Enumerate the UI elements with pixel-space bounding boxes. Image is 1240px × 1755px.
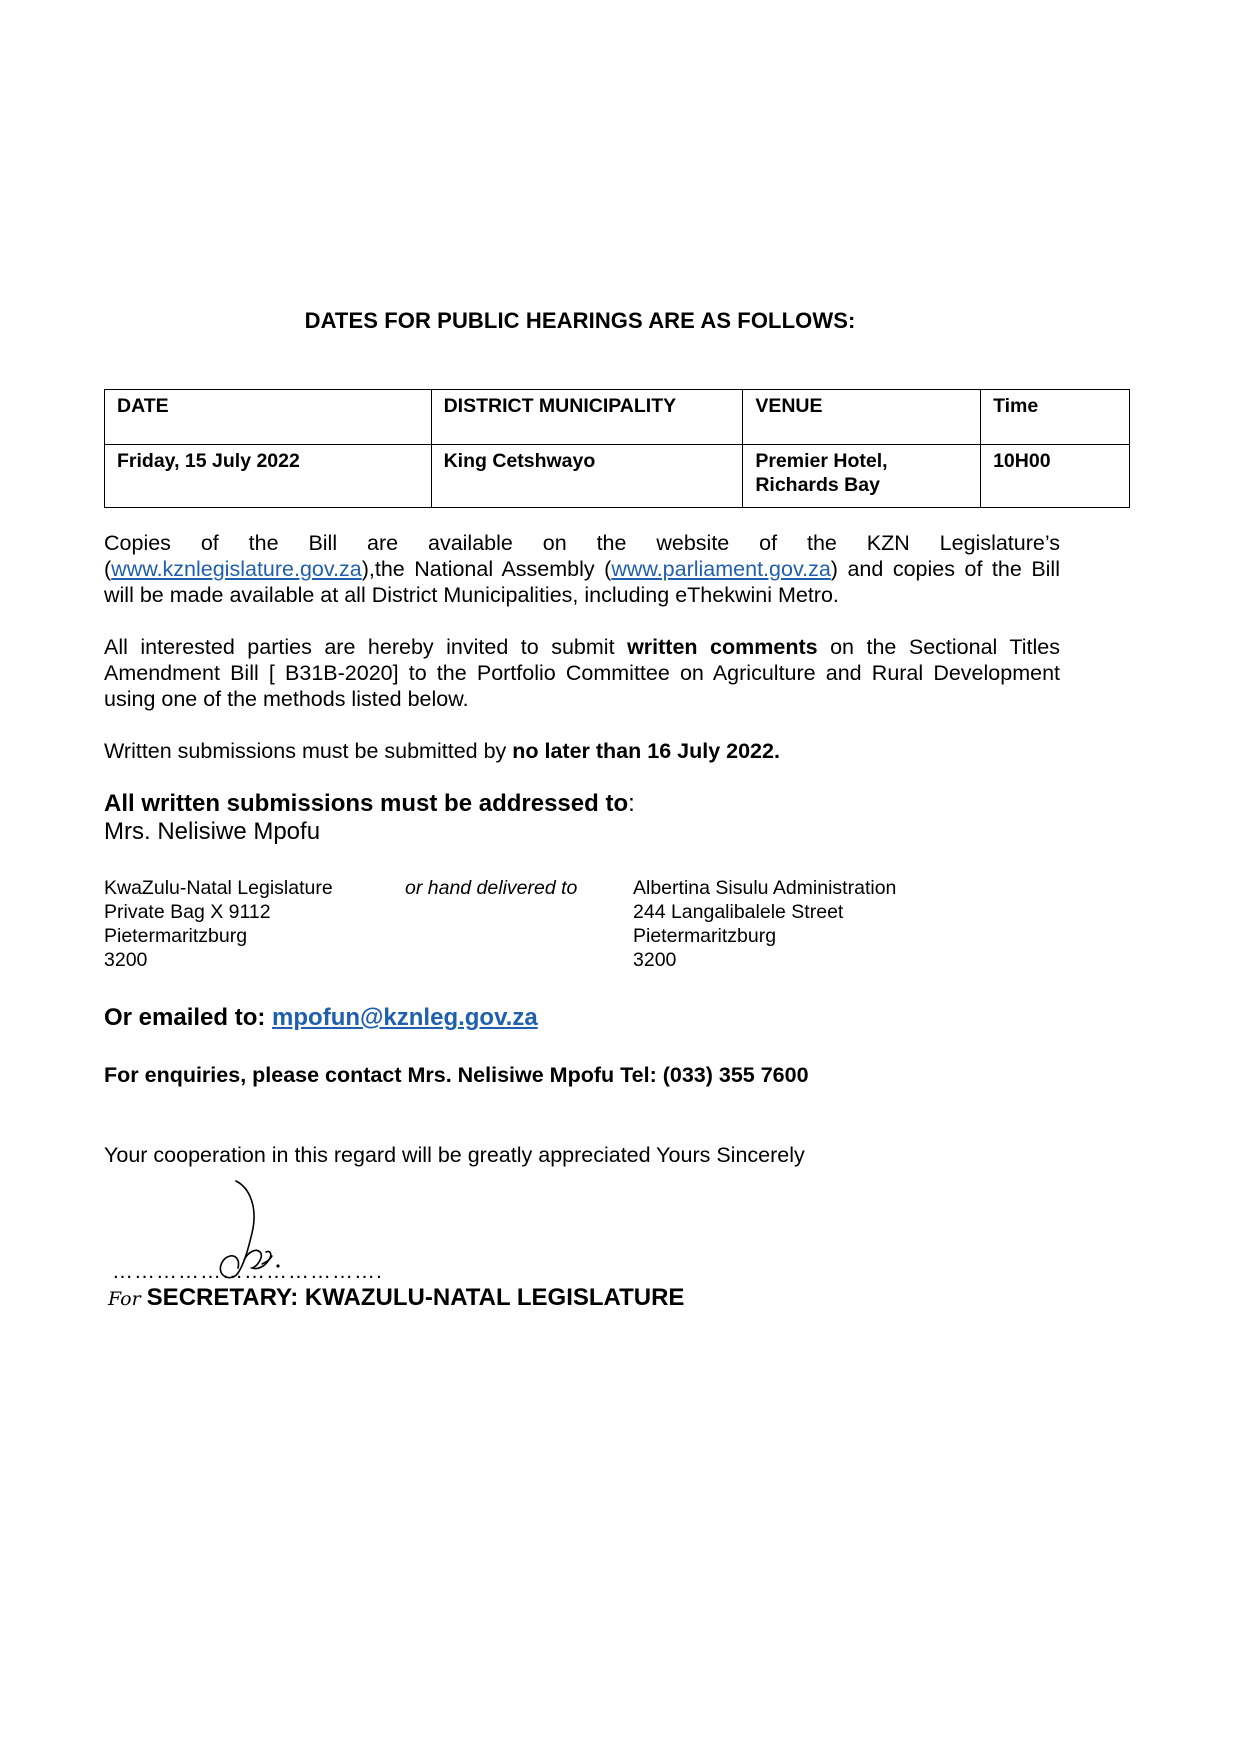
- email-link[interactable]: mpofun@kznleg.gov.za: [272, 1004, 538, 1031]
- postal-line: Private Bag X 9112: [104, 901, 271, 923]
- parliament-link[interactable]: www.parliament.gov.za: [611, 557, 831, 581]
- enquiries-line: For enquiries, please contact Mrs. Nelisiwe Mpofu Tel: (033) 355 7600: [104, 1063, 809, 1087]
- hearings-table: [104, 389, 1130, 508]
- header-time: Time: [981, 390, 1130, 445]
- table-header-row: [105, 390, 1130, 445]
- postal-line: 3200: [104, 949, 148, 971]
- physical-address: [633, 876, 896, 972]
- cell-venue: [743, 445, 981, 508]
- deadline-paragraph: [104, 738, 1060, 764]
- physical-line: 3200: [633, 949, 677, 971]
- closing-line: Your cooperation in this regard will be greatly appreciated Yours Sincerely: [104, 1143, 805, 1167]
- email-label: Or emailed to: [104, 1004, 258, 1031]
- venue-line-2: Richards Bay: [755, 474, 880, 496]
- postal-address: [104, 876, 333, 972]
- email-colon: :: [257, 1004, 273, 1031]
- invite-bold: written comments: [627, 635, 818, 659]
- postal-line: Pietermaritzburg: [104, 925, 248, 947]
- cell-district: King Cetshwayo: [431, 445, 743, 508]
- address-heading-text: All written submissions must be addressed to: [104, 790, 629, 817]
- table-row: [105, 445, 1130, 508]
- cell-date: Friday, 15 July 2022: [105, 445, 432, 508]
- email-line: [104, 1003, 1060, 1033]
- address-heading: [104, 790, 1060, 818]
- addressee: Mrs. Nelisiwe Mpofu: [104, 818, 321, 845]
- physical-line: Albertina Sisulu Administration: [633, 877, 897, 899]
- deadline-date: no later than 16 July 2022.: [512, 739, 780, 763]
- physical-line: 244 Langalibalele Street: [633, 901, 844, 923]
- header-date: DATE: [105, 390, 432, 445]
- header-district: DISTRICT MUNICIPALITY: [431, 390, 743, 445]
- physical-line: Pietermaritzburg: [633, 925, 777, 947]
- postal-line: KwaZulu-Natal Legislature: [104, 877, 333, 899]
- for-label: For: [108, 1288, 141, 1310]
- signatory-title-text: SECRETARY: KWAZULU-NATAL LEGISLATURE: [146, 1284, 685, 1311]
- copies-text-3: ) and copies of the Bill will be made available at all District Municipalities, including eThekwini Metro.: [104, 557, 1060, 607]
- address-heading-colon: :: [628, 790, 635, 817]
- hand-delivered-label: or hand delivered to: [405, 877, 578, 899]
- signature-line: ……………………………….: [112, 1260, 383, 1283]
- cell-time: 10H00: [981, 445, 1130, 508]
- signatory-title: [108, 1284, 684, 1312]
- venue-line-1: Premier Hotel,: [755, 450, 888, 472]
- page-heading: DATES FOR PUBLIC HEARINGS ARE AS FOLLOWS:: [304, 308, 856, 333]
- kzn-legislature-link[interactable]: www.kznlegislature.gov.za: [111, 557, 362, 581]
- invite-paragraph: [104, 634, 1060, 712]
- invite-text-1: All interested parties are hereby invited to submit: [104, 635, 628, 659]
- invite-text-2: on the Sectional Titles Amendment Bill [ B31B-2020] to the Portfolio Committee on Agriculture and Rural Development using one of the methods listed below.: [104, 635, 1061, 711]
- deadline-text: Written submissions must be submitted by: [104, 739, 513, 763]
- header-venue: VENUE: [743, 390, 981, 445]
- copies-text-1: Copies of the Bill are available on the website of the KZN Legislature’s (: [104, 531, 1060, 581]
- copies-text-2: ),the National Assembly (: [361, 557, 612, 581]
- copies-paragraph: [104, 530, 1060, 608]
